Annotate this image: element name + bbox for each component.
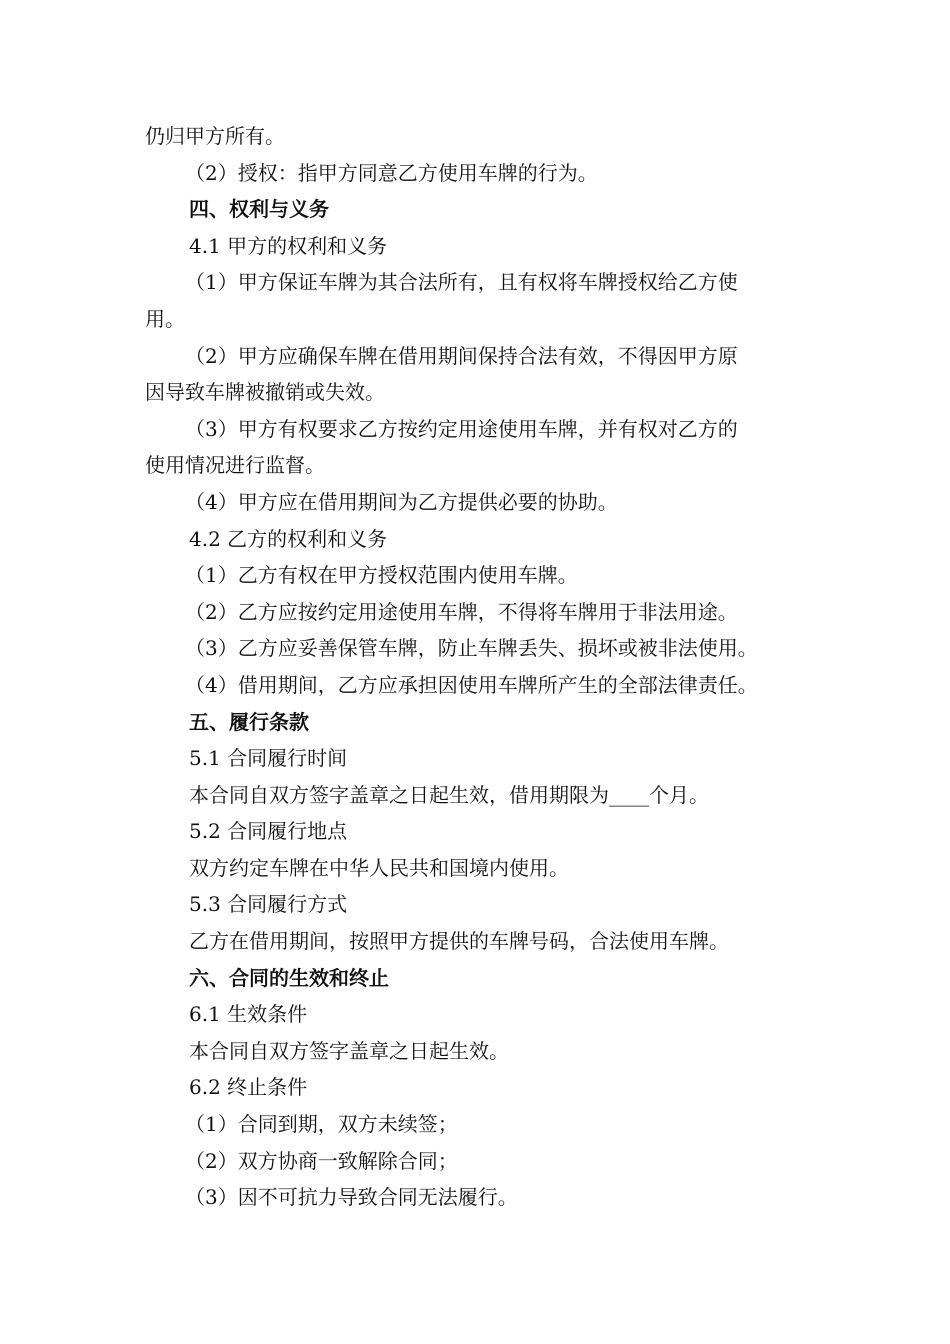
paragraph-line: 使用情况进行监督。 xyxy=(145,453,325,478)
section-heading: 六、合同的生效和终止 xyxy=(189,965,389,990)
paragraph-line: （3）甲方有权要求乙方按约定用途使用车牌，并有权对乙方的 xyxy=(185,416,738,441)
paragraph-line: （3）因不可抗力导致合同无法履行。 xyxy=(185,1185,518,1210)
paragraph-line: 仍归甲方所有。 xyxy=(145,124,285,148)
paragraph-line: （4）借用期间，乙方应承担因使用车牌所产生的全部法律责任。 xyxy=(185,672,758,697)
paragraph-line: 本合同自双方签字盖章之日起生效。 xyxy=(189,1038,509,1063)
paragraph-line: （2）双方协商一致解除合同； xyxy=(185,1148,458,1173)
subsection-heading: 5.3 合同履行方式 xyxy=(189,892,348,917)
paragraph-line: （1）合同到期，双方未续签； xyxy=(185,1112,458,1137)
paragraph-line: （2）乙方应按约定用途使用车牌，不得将车牌用于非法用途。 xyxy=(185,599,738,624)
paragraph-line: 乙方在借用期间，按照甲方提供的车牌号码，合法使用车牌。 xyxy=(189,929,729,954)
paragraph-line: （1）乙方有权在甲方授权范围内使用车牌。 xyxy=(185,563,578,588)
subsection-heading: 5.2 合同履行地点 xyxy=(189,819,348,844)
subsection-heading: 6.2 终止条件 xyxy=(189,1075,308,1100)
subsection-heading: 6.1 生效条件 xyxy=(189,1002,308,1027)
paragraph-line: 用。 xyxy=(145,306,185,331)
subsection-heading: 4.1 甲方的权利和义务 xyxy=(189,233,388,258)
subsection-heading: 5.1 合同履行时间 xyxy=(189,746,348,771)
document-body xyxy=(145,118,825,1216)
paragraph-line: （2）甲方应确保车牌在借用期间保持合法有效，不得因甲方原 xyxy=(185,343,738,368)
paragraph-line: 因导致车牌被撤销或失效。 xyxy=(145,380,385,405)
paragraph-line: （3）乙方应妥善保管车牌，防止车牌丢失、损坏或被非法使用。 xyxy=(185,636,758,661)
paragraph-line: （1）甲方保证车牌为其合法所有，且有权将车牌授权给乙方使 xyxy=(185,270,738,295)
subsection-heading: 4.2 乙方的权利和义务 xyxy=(189,526,388,551)
section-heading: 四、权利与义务 xyxy=(189,197,329,222)
paragraph-line: （4）甲方应在借用期间为乙方提供必要的协助。 xyxy=(185,489,618,514)
section-heading: 五、履行条款 xyxy=(189,709,309,734)
paragraph-line: 双方约定车牌在中华人民共和国境内使用。 xyxy=(189,855,569,880)
paragraph-line: （2）授权：指甲方同意乙方使用车牌的行为。 xyxy=(185,160,598,185)
paragraph-line: 本合同自双方签字盖章之日起生效，借用期限为____个月。 xyxy=(189,782,709,807)
